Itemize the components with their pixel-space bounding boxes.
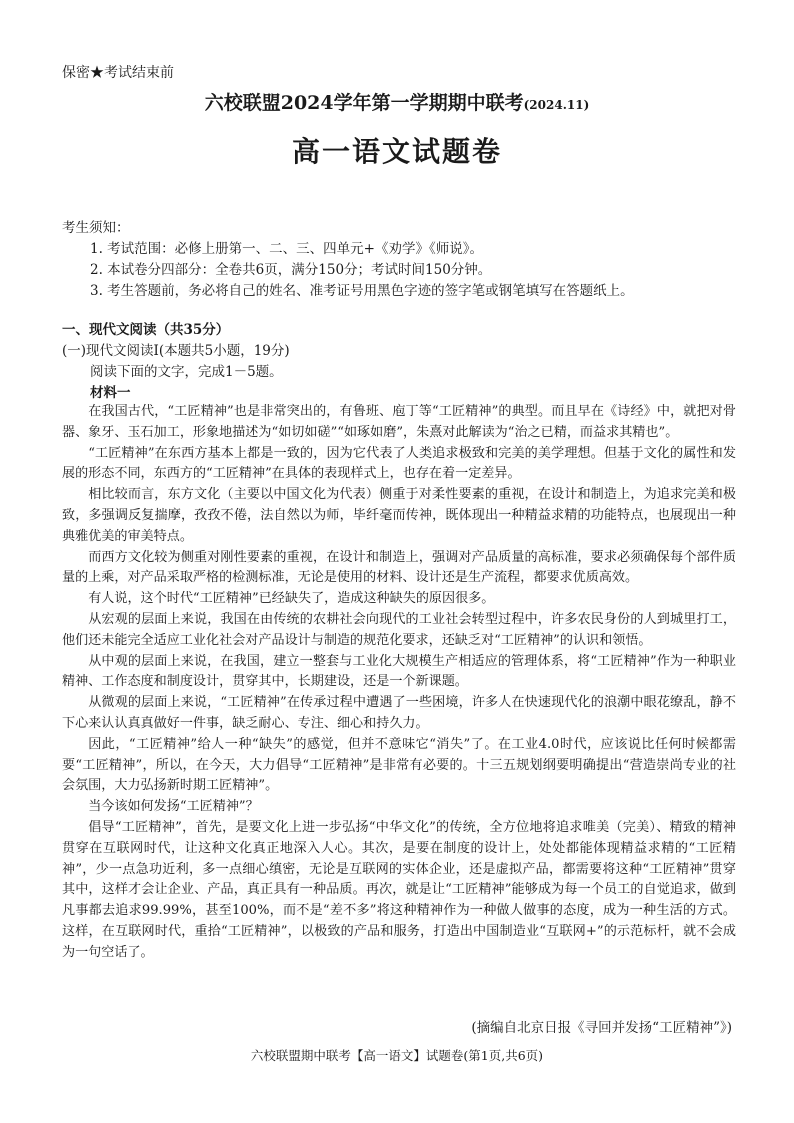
passage-paragraph: 倡导“工匠精神”，首先，是要文化上进一步弘扬“中华文化”的传统，全方位地将追求唯美（完美）、精致的精神贯穿在互联网时代，让这种文化真正地深入人心。其次，是要在制度的设计上，处处都能体现精益求精的“工匠精神”，少一点急功近利，多一点细心缜密，无论是互联网的实体企业，还是虚拟产品，都需要将这种“工匠精神”贯穿其中，这样才会让企业、产品，真正具有一种品质。再次，就是让“工匠精神”能够成为每一个员工的自觉追求，做到凡事都去追求99.99%，甚至100%，而不是“差不多”将这种精神作为一种做人做事的态度，成为一种生活的方式。这样，在互联网时代，重拾“工匠精神”，以极致的产品和服务，打造出中国制造业“互联网+”的示范标杆，就不会成为一句空话了。 xyxy=(62,819,736,960)
passage-paragraph: 而西方文化较为侧重对刚性要素的重视，在设计和制造上，强调对产品质量的高标准，要求必须确保每个部件质量的上乘，对产品采取严格的检测标准，无论是使用的材料、设计还是生产流程，都要求优质高效。 xyxy=(62,549,736,586)
paper-title: 高一语文试题卷 xyxy=(291,135,502,168)
notice-item: 1. 考试范围：必修上册第一、二、三、四单元+《劝学》《师说》。 xyxy=(90,241,483,257)
passage-body xyxy=(62,402,736,964)
passage-paragraph: 从中观的层面上来说，在我国，建立一整套与工业化大规模生产相适应的管理体系，将“工匠精神”作为一种职业精神、工作态度和制度设计，贯穿其中，长期建设，还是一个新课题。 xyxy=(62,653,736,690)
exam-title xyxy=(0,88,794,115)
notice-item: 2. 本试卷分四部分：全卷共6页，满分150分；考试时间150分钟。 xyxy=(90,262,492,278)
confidential-mark: 保密★考试结束前 xyxy=(62,65,174,81)
passage-paragraph: 相比较而言，东方文化（主要以中国文化为代表）侧重于对柔性要素的重视，在设计和制造上，为追求完美和极致，多强调反复揣摩，孜孜不倦，法自然以为师，毕纤毫而传神，既体现出一种精益求精的功能特点，也展现出一种典雅优美的审美特点。 xyxy=(62,487,736,544)
material-label: 材料一 xyxy=(90,385,131,401)
passage-paragraph: 在我国古代，“工匠精神”也是非常突出的，有鲁班、庖丁等“工匠精神”的典型。而且早在《诗经》中，就把对骨器、象牙、玉石加工，形象地描述为“如切如磋”“如琢如磨”，朱熹对此解读为“治之已精，而益求其精也”。 xyxy=(62,404,736,440)
passage-source: (摘编自北京日报《寻回并发扬“工匠精神”》) xyxy=(471,1020,732,1036)
passage-paragraph: 因此，“工匠精神”给人一种“缺失”的感觉，但并不意味它“消失”了。在工业4.0时代，应该说比任何时候都需要“工匠精神”，所以，在今天，大力倡导“工匠精神”是非常有必要的。十三五规划纲要明确提出“营造崇尚专业的社会氛围，大力弘扬新时期工匠精神”。 xyxy=(62,736,736,794)
passage-paragraph: “工匠精神”在东西方基本上都是一致的，因为它代表了人类追求极致和完美的美学理想。但基于文化的属性和发展的形态不同，东西方的“工匠精神”在具体的表现样式上，也存在着一定差异。 xyxy=(62,445,736,482)
section-heading: 一、现代文阅读（共35分） xyxy=(62,322,230,338)
notice-item: 3. 考生答题前，务必将自己的姓名、准考证号用黑色字迹的签字笔或钢笔填写在答题纸上。 xyxy=(90,283,634,299)
reading-instruction: 阅读下面的文字，完成1－5题。 xyxy=(90,364,283,380)
exam-date: (2024.11) xyxy=(523,98,590,112)
candidate-notice xyxy=(62,218,742,302)
subsection-heading: (一)现代文阅读I(本题共5小题，19分) xyxy=(62,343,290,359)
exam-title-text: 六校联盟2024学年第一学期期中联考 xyxy=(204,92,524,114)
passage-paragraph: 从宏观的层面上来说，我国在由传统的农耕社会向现代的工业社会转型过程中，许多农民身份的人到城里打工，他们还未能完全适应工业化社会对产品设计与制造的规范化要求，还缺乏对“工匠精神”的认识和领悟。 xyxy=(62,611,736,648)
passage-paragraph: 从微观的层面上来说，“工匠精神”在传承过程中遭遇了一些困境，许多人在快速现代化的浪潮中眼花缭乱，静不下心来认认真真做好一件事，缺乏耐心、专注、细心和持久力。 xyxy=(62,695,736,731)
passage-paragraph: 当今该如何发扬“工匠精神”？ xyxy=(88,799,259,815)
page-footer: 六校联盟期中联考【高一语文】试题卷(第1页,共6页) xyxy=(250,1048,544,1063)
passage-paragraph: 有人说，这个时代“工匠精神”已经缺失了，造成这种缺失的原因很多。 xyxy=(88,591,495,607)
notice-heading: 考生须知： xyxy=(62,220,130,236)
